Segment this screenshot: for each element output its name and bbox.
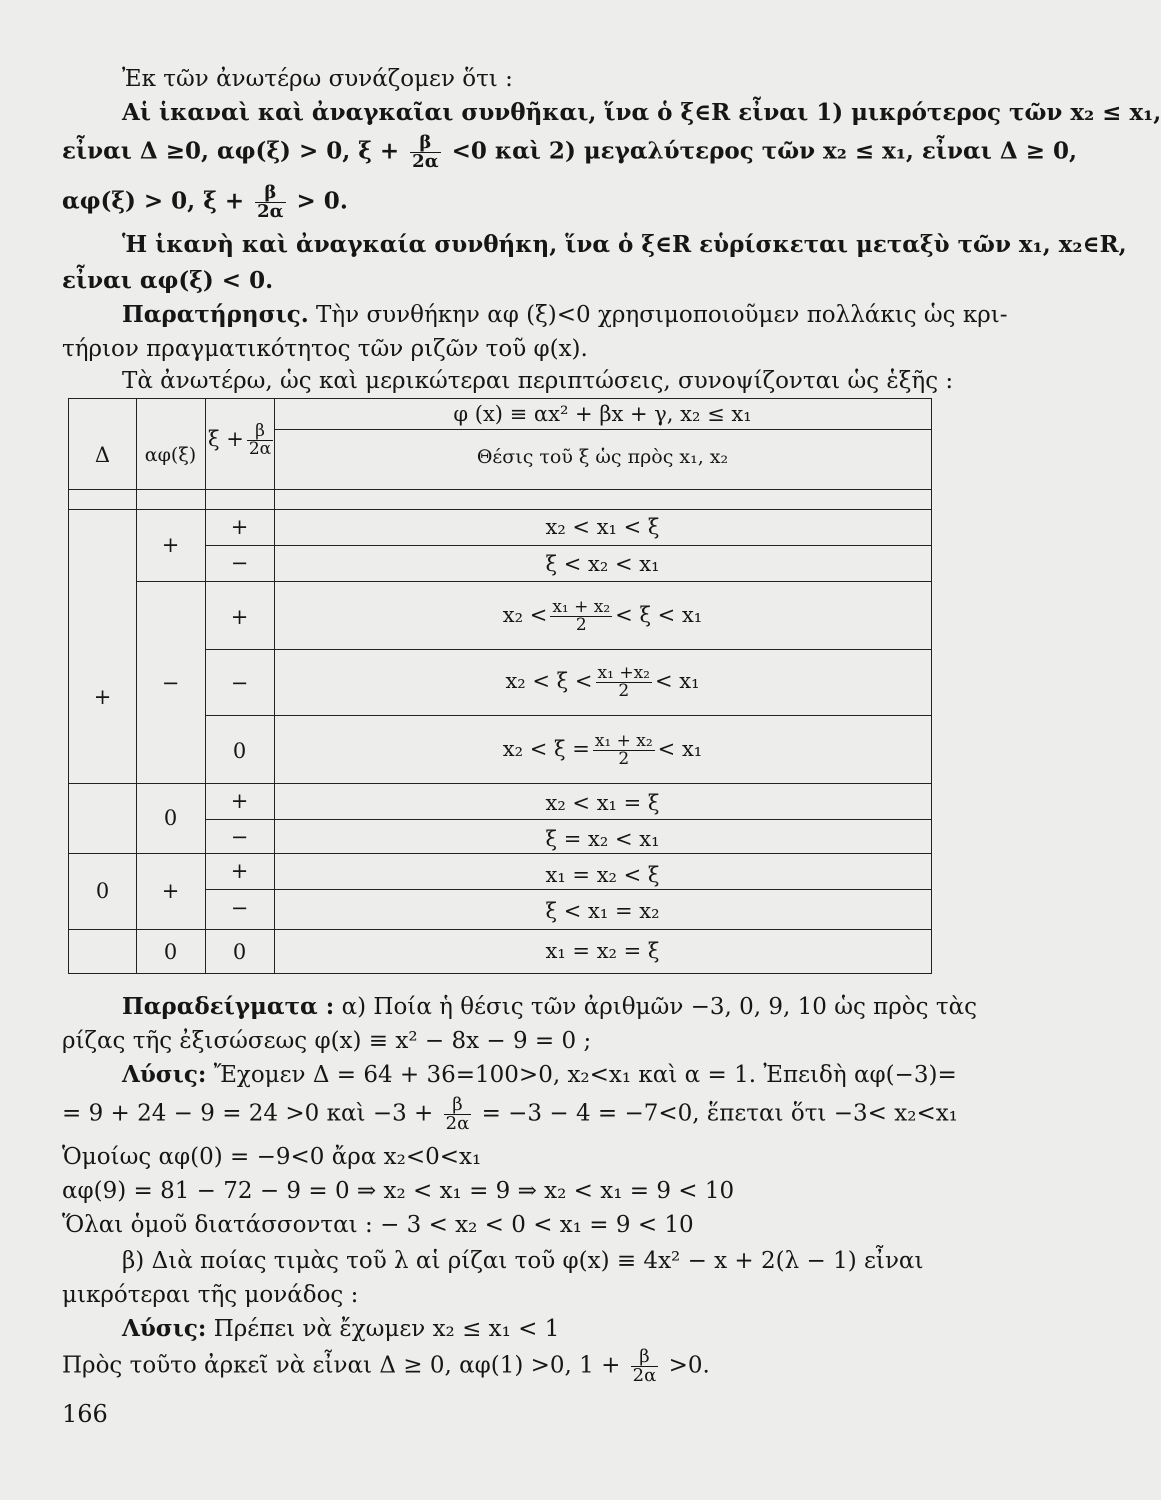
remark-label: Παρατήρησις.: [122, 301, 309, 328]
text: < ξ < x₁: [615, 603, 703, 627]
divider: [205, 649, 931, 650]
text: Ἔχομεν Δ = 64 + 36=100>0, x₂<x₁ καὶ α = 1. Ἐπειδὴ αφ(−3)=: [206, 1062, 957, 1088]
table-title: φ (x) ≡ αx² + βx + γ, x₂ ≤ x₁: [453, 402, 752, 426]
position-row: x₂ < x₁ < ξ: [545, 515, 660, 539]
position-row: [274, 599, 931, 634]
frac-num: x₁ + x₂: [594, 731, 653, 751]
text: αφ(ξ) > 0, ξ +: [62, 187, 245, 215]
af-zero-b: 0: [163, 940, 178, 964]
position-row: ξ < x₁ = x₂: [545, 899, 660, 923]
solution-b-line-2: [62, 1348, 710, 1385]
fraction: [247, 423, 273, 458]
af-plus: +: [161, 533, 180, 557]
solution-a-line-3: Ὁμοίως αφ(0) = −9<0 ἄρα x₂<0<x₁: [62, 1144, 482, 1170]
frac-num: x₁ + x₂: [552, 597, 611, 617]
af-minus: −: [161, 671, 180, 695]
fraction: [596, 665, 652, 700]
header-xi: [208, 423, 276, 458]
remark-line-1: [122, 300, 1008, 330]
text: x₂ < ξ =: [502, 737, 590, 761]
frac-num: β: [639, 1346, 650, 1367]
sign-zero: 0: [232, 940, 247, 964]
frac-num: x₁ +x₂: [597, 663, 650, 683]
sign-plus: +: [230, 605, 249, 629]
position-row: x₁ = x₂ = ξ: [545, 939, 660, 963]
text: < x₁: [657, 737, 703, 761]
divider: [69, 929, 931, 930]
position-row: ξ = x₂ < x₁: [545, 827, 660, 851]
text: Πρὸς τοῦτο ἀρκεῖ νὰ εἶναι Δ ≥ 0, αφ(1) >0, 1 +: [62, 1352, 621, 1379]
solution-a-line-4: αφ(9) = 81 − 72 − 9 = 0 ⇒ x₂ < x₁ = 9 ⇒ x₂ < x₁ = 9 < 10: [62, 1178, 735, 1204]
solution-label: Λύσις:: [122, 1315, 207, 1342]
frac-den: 2α: [445, 1113, 470, 1134]
examples-line-2: ρίζας τῆς ἐξισώσεως φ(x) ≡ x² − 8x − 9 = 0 ;: [62, 1028, 592, 1054]
position-row: ξ < x₂ < x₁: [545, 552, 660, 576]
summary-table: [68, 398, 932, 974]
solution-a-line-5: Ὅλαι ὁμοῦ διατάσσονται : − 3 < x₂ < 0 < x₁ = 9 < 10: [62, 1212, 694, 1238]
divider: [69, 853, 931, 854]
text: Πρέπει νὰ ἔχωμεν x₂ ≤ x₁ < 1: [206, 1316, 560, 1342]
frac-num: β: [255, 421, 265, 441]
divider: [69, 783, 931, 784]
frac-num: β: [419, 132, 432, 153]
position-row: x₁ = x₂ < ξ: [545, 863, 660, 887]
summary-line: Τὰ ἀνωτέρω, ὡς καὶ μερικώτεραι περιπτώσεις, συνοψίζονται ὡς ἑξῆς :: [122, 368, 954, 394]
condition-outside-line-1: Αἱ ἱκαναὶ καὶ ἀναγκαῖαι συνθῆκαι, ἵνα ὁ ξ∈R εἶναι 1) μικρότερος τῶν x₂ ≤ x₁,: [122, 99, 1161, 126]
af-zero-a: 0: [163, 806, 178, 830]
frac-den: 2α: [632, 1365, 657, 1386]
divider: [205, 819, 931, 820]
fraction: [631, 1348, 659, 1385]
fraction: [444, 1096, 472, 1133]
remark-text: Τὴν συνθήκην αφ (ξ)<0 χρησιμοποιοῦμεν πολλάκις ὡς κρι-: [308, 302, 1008, 328]
sign-minus: −: [230, 551, 249, 575]
solution-a-line-2: [62, 1096, 958, 1133]
examples-label: Παραδείγματα :: [122, 993, 335, 1020]
delta-plus: +: [93, 685, 112, 709]
position-row: [274, 733, 931, 768]
text: = −3 − 4 = −7<0, ἕπεται ὅτι −3< x₂<x₁: [481, 1100, 958, 1127]
text: α) Ποία ἡ θέσις τῶν ἀριθμῶν −3, 0, 9, 10 ὡς πρὸς τὰς: [334, 994, 977, 1020]
fraction: [593, 733, 655, 768]
af-plus-b: +: [161, 879, 180, 903]
fraction: [550, 599, 612, 634]
divider: [69, 509, 931, 510]
frac-den: 2α: [412, 151, 439, 172]
frac-num: β: [264, 182, 277, 203]
frac-den: 2: [550, 616, 612, 634]
divider: [136, 581, 931, 582]
sign-plus: +: [230, 515, 249, 539]
text: <0 καὶ 2) μεγαλύτερος τῶν x₂ ≤ x₁, εἶναι Δ ≥ 0,: [451, 137, 1077, 165]
text: < x₁: [654, 669, 700, 693]
condition-between-line-2: εἶναι αφ(ξ) < 0.: [62, 267, 274, 294]
text: ξ +: [208, 427, 244, 451]
condition-outside-line-2: [62, 134, 1077, 171]
condition-between-line-1: Ἡ ἱκανὴ καὶ ἀναγκαία συνθήκη, ἵνα ὁ ξ∈R εὑρίσκεται μεταξὺ τῶν x₁, x₂∈R,: [122, 231, 1127, 258]
header-delta: Δ: [94, 443, 111, 467]
sign-minus: −: [230, 671, 249, 695]
sign-minus: −: [230, 825, 249, 849]
header-position: Θέσις τοῦ ξ ὡς πρὸς x₁, x₂: [476, 446, 729, 468]
divider: [69, 489, 931, 490]
divider: [205, 545, 931, 546]
frac-num: β: [452, 1094, 463, 1115]
sign-zero: 0: [232, 739, 247, 763]
sign-plus: +: [230, 859, 249, 883]
header-af: αφ(ξ): [144, 444, 197, 466]
solution-b-line-1: [122, 1314, 559, 1344]
fraction: [255, 184, 285, 221]
solution-a-line-1: [122, 1060, 957, 1090]
delta-zero: 0: [95, 879, 110, 903]
text: εἶναι Δ ≥0, αφ(ξ) > 0, ξ +: [62, 137, 400, 165]
divider: [205, 715, 931, 716]
page-number: 166: [62, 1400, 108, 1428]
fraction: [410, 134, 440, 171]
condition-outside-line-3: [62, 184, 348, 221]
text: x₂ <: [502, 603, 548, 627]
frac-den: 2α: [248, 439, 272, 459]
text: >0.: [668, 1352, 710, 1379]
position-row: [274, 665, 931, 700]
example-b-line-1: β) Διὰ ποίας τιμὰς τοῦ λ αἱ ρίζαι τοῦ φ(x) ≡ 4x² − x + 2(λ − 1) εἶναι: [122, 1248, 924, 1274]
remark-line-2: τήριον πραγματικότητος τῶν ριζῶν τοῦ φ(x).: [62, 336, 588, 362]
solution-label: Λύσις:: [122, 1061, 207, 1088]
sign-plus: +: [230, 789, 249, 813]
intro-line: Ἐκ τῶν ἀνωτέρω συνάζομεν ὅτι :: [122, 66, 513, 92]
divider: [274, 429, 931, 430]
text: x₂ < ξ <: [505, 669, 593, 693]
text: > 0.: [296, 187, 348, 215]
example-b-line-2: μικρότεραι τῆς μονάδος :: [62, 1282, 359, 1308]
frac-den: 2: [593, 750, 655, 768]
sign-minus: −: [230, 896, 249, 920]
position-row: x₂ < x₁ = ξ: [545, 791, 660, 815]
frac-den: 2: [596, 682, 652, 700]
divider: [205, 889, 931, 890]
text: = 9 + 24 − 9 = 24 >0 καὶ −3 +: [62, 1100, 434, 1127]
frac-den: 2α: [257, 201, 284, 222]
examples-line-1: [122, 992, 977, 1022]
